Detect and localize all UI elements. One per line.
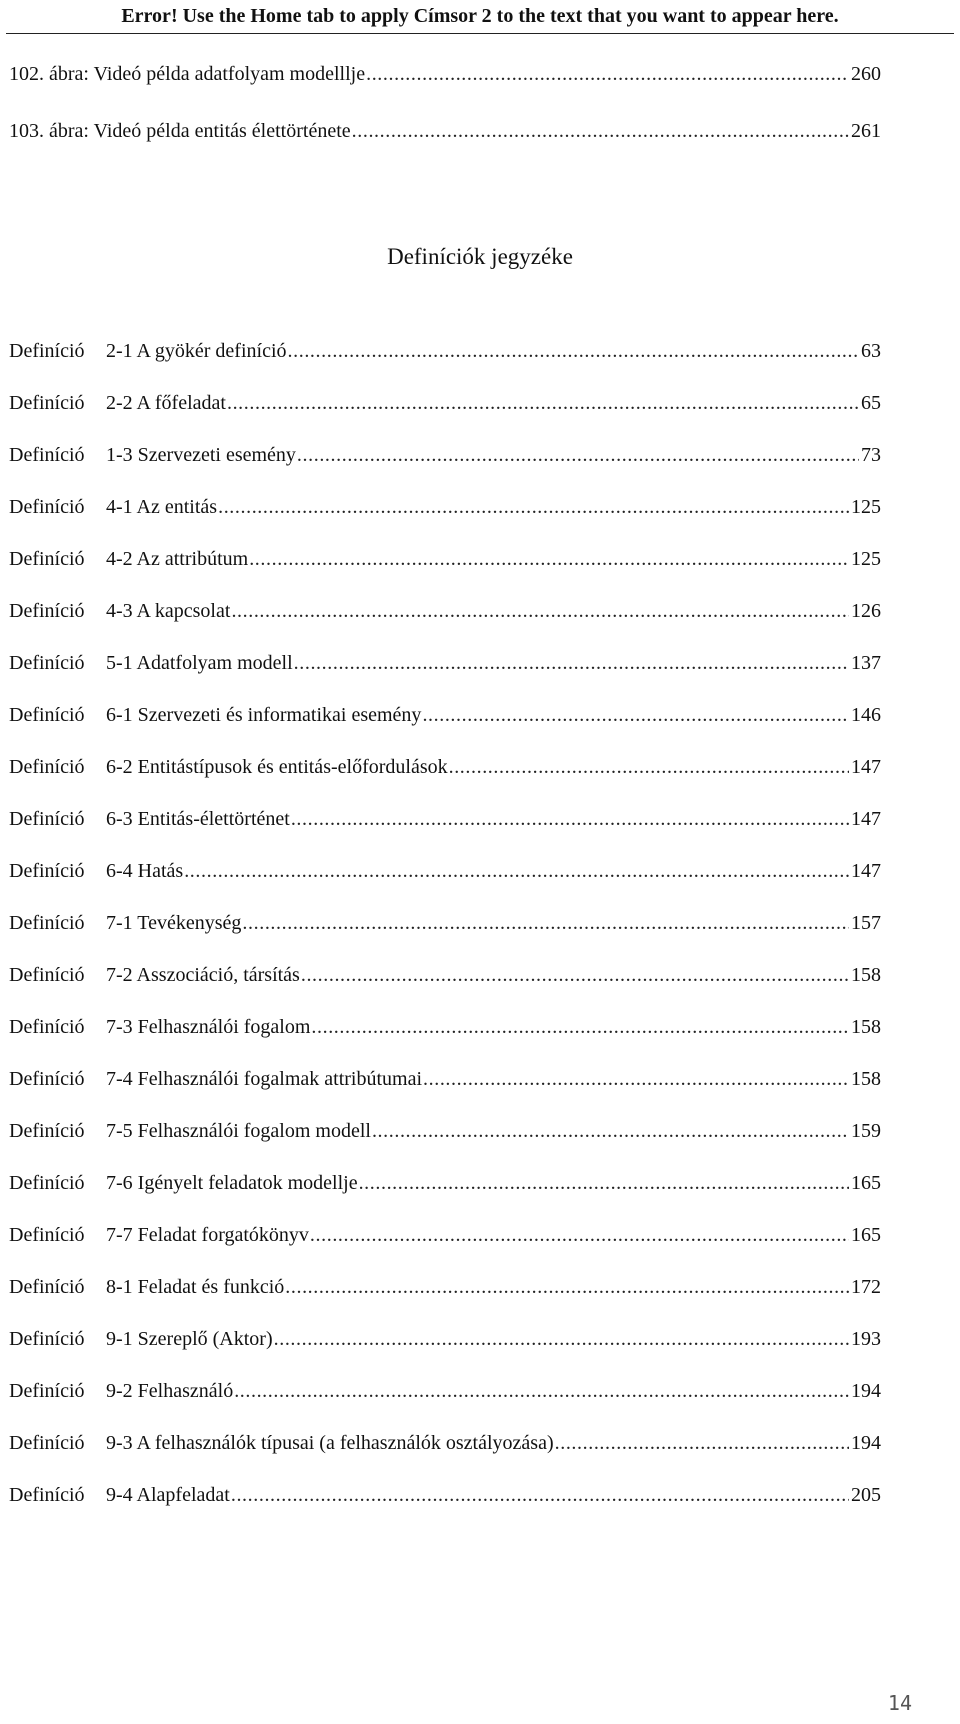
toc-entry-prefix: Definíció [9,444,85,466]
toc-entry-page-number: 205 [851,1484,881,1506]
toc-entry-page-number: 165 [851,1224,881,1246]
toc-entry[interactable] [9,1480,881,1510]
toc-entry[interactable] [9,804,881,834]
toc-entry-prefix: Definíció [9,392,85,414]
toc-entry-page-number: 194 [851,1380,881,1402]
toc-entry-label [9,648,293,678]
toc-entry-label [9,1012,310,1042]
toc-entry-title: 7-5 Felhasználói fogalom modell [106,1120,371,1142]
toc-entry-page-number: 159 [851,1120,881,1142]
toc-entry-label [9,752,448,782]
toc-entry-prefix: Definíció [9,1068,85,1090]
toc-entry-prefix: Definíció [9,860,85,882]
toc-entry-prefix: Definíció [9,1224,85,1246]
toc-entry-label [9,1376,233,1406]
toc-entry-prefix: Definíció [9,340,85,362]
toc-entry-prefix: Definíció [9,1328,85,1350]
dot-leader [301,960,849,990]
toc-entry-title: 6-1 Szervezeti és informatikai esemény [106,704,422,726]
toc-entry[interactable] [9,960,881,990]
toc-entry-page-number: 194 [851,1432,881,1454]
toc-entry-title: 6-3 Entitás-élettörténet [106,808,290,830]
toc-entry-page-number: 126 [851,600,881,622]
toc-entry-page-number: 146 [851,704,881,726]
dot-leader [242,908,849,938]
toc-entry-label: 103. ábra: Videó példa entitás élettörténete [9,120,351,142]
toc-entry-page-number: 125 [851,548,881,570]
dot-leader [449,752,849,782]
toc-entry-title: 8-1 Feladat és funkció [106,1276,285,1298]
dot-leader [310,1220,849,1250]
dot-leader [423,1064,849,1094]
figure-list [9,59,881,173]
toc-entry-title: 7-2 Asszociáció, társítás [106,964,300,986]
dot-leader [366,59,849,89]
dot-leader [297,440,859,470]
toc-entry-page-number: 158 [851,964,881,986]
toc-entry-prefix: Definíció [9,600,85,622]
toc-entry-title: 9-3 A felhasználók típusai (a felhasználók osztályozása) [106,1432,554,1454]
toc-entry-label [9,1116,371,1146]
toc-entry-label [9,700,421,730]
toc-entry-page-number: 158 [851,1016,881,1038]
toc-entry-prefix: Definíció [9,912,85,934]
toc-entry[interactable] [9,596,881,626]
page-number: 14 [887,1691,912,1715]
toc-entry-title: 2-1 A gyökér definíció [106,340,287,362]
toc-entry[interactable] [9,752,881,782]
toc-entry[interactable] [9,388,881,418]
toc-entry[interactable] [9,856,881,886]
toc-entry-title: 4-3 A kapcsolat [106,600,231,622]
toc-entry-page-number: 147 [851,808,881,830]
toc-entry-prefix: Definíció [9,1380,85,1402]
toc-entry-page-number: 157 [851,912,881,934]
toc-entry-label [9,804,290,834]
toc-entry-page-number: 147 [851,756,881,778]
toc-entry-prefix: Definíció [9,1432,85,1454]
toc-entry-prefix: Definíció [9,652,85,674]
dot-leader [359,1168,849,1198]
dot-leader [422,700,849,730]
header-rule [6,33,954,34]
toc-entry-label [9,960,300,990]
toc-entry[interactable] [9,336,881,366]
definition-list [9,336,881,1532]
toc-entry-label [9,1064,422,1094]
toc-entry-page-number: 261 [851,120,881,142]
toc-entry-label: 102. ábra: Videó példa adatfolyam modelllje [9,63,366,85]
toc-entry-prefix: Definíció [9,1484,85,1506]
dot-leader [311,1012,849,1042]
toc-entry-label [9,908,241,938]
dot-leader [288,336,859,366]
toc-entry-page-number: 125 [851,496,881,518]
toc-entry[interactable] [9,1220,881,1250]
toc-entry[interactable] [9,1376,881,1406]
toc-entry-title: 7-7 Feladat forgatókönyv [106,1224,309,1246]
dot-leader [218,492,849,522]
dot-leader [294,648,849,678]
toc-entry-title: 5-1 Adatfolyam modell [106,652,293,674]
toc-entry-page-number: 172 [851,1276,881,1298]
toc-entry-prefix: Definíció [9,1016,85,1038]
toc-entry[interactable] [9,544,881,574]
toc-entry-label [9,596,230,626]
toc-entry[interactable] [9,1064,881,1094]
toc-entry-label [9,1428,554,1458]
toc-entry-title: 9-1 Szereplő (Aktor) [106,1328,273,1350]
toc-entry-prefix: Definíció [9,808,85,830]
toc-entry-title: 1-3 Szervezeti esemény [106,444,296,466]
toc-entry-label [9,336,287,366]
toc-entry-title: 7-1 Tevékenység [106,912,242,934]
dot-leader [231,596,849,626]
toc-entry-label [9,492,217,522]
toc-entry-page-number: 65 [861,392,881,414]
toc-entry-label [9,440,296,470]
toc-entry[interactable] [9,1116,881,1146]
toc-entry-title: 7-3 Felhasználói fogalom [106,1016,311,1038]
dot-leader [234,1376,849,1406]
toc-entry-prefix: Definíció [9,704,85,726]
toc-entry-prefix: Definíció [9,1276,85,1298]
toc-entry-page-number: 73 [861,444,881,466]
toc-entry-label [9,1220,309,1250]
toc-entry-title: 7-6 Igényelt feladatok modellje [106,1172,358,1194]
dot-leader [285,1272,849,1302]
dot-leader [291,804,849,834]
toc-entry[interactable] [9,648,881,678]
toc-entry-page-number: 147 [851,860,881,882]
toc-entry-label [9,1168,358,1198]
section-title: Definíciók jegyzéke [387,244,573,269]
toc-entry-label [9,1480,230,1510]
toc-entry[interactable] [9,1272,881,1302]
toc-entry-title: 2-2 A főfeladat [106,392,226,414]
toc-entry-page-number: 260 [851,63,881,85]
toc-entry-title: 9-4 Alapfeladat [106,1484,230,1506]
toc-entry-page-number: 137 [851,652,881,674]
toc-entry-page-number: 158 [851,1068,881,1090]
toc-entry[interactable] [9,59,881,89]
dot-leader [555,1428,849,1458]
toc-entry-title: 7-4 Felhasználói fogalmak attribútumai [106,1068,423,1090]
toc-entry-title: 6-4 Hatás [106,860,184,882]
toc-entry-prefix: Definíció [9,1120,85,1142]
toc-entry-prefix: Definíció [9,496,85,518]
toc-entry-title: 4-2 Az attribútum [106,548,249,570]
dot-leader [274,1324,849,1354]
toc-entry-title: 4-1 Az entitás [106,496,218,518]
toc-entry-label [9,1272,284,1302]
toc-entry[interactable] [9,1324,881,1354]
toc-entry-page-number: 165 [851,1172,881,1194]
dot-leader [372,1116,849,1146]
toc-entry[interactable] [9,116,881,146]
toc-entry-prefix: Definíció [9,548,85,570]
toc-entry-label [9,388,226,418]
toc-entry[interactable] [9,1428,881,1458]
toc-entry[interactable] [9,700,881,730]
toc-entry-title: 9-2 Felhasználó [106,1380,234,1402]
dot-leader [352,116,849,146]
toc-entry-label [9,1324,273,1354]
toc-entry[interactable] [9,1168,881,1198]
toc-entry-prefix: Definíció [9,1172,85,1194]
running-header: Error! Use the Home tab to apply Címsor 2 to the text that you want to appear here. [121,5,839,27]
toc-entry-label [9,544,248,574]
toc-entry-page-number: 63 [861,340,881,362]
toc-entry[interactable] [9,908,881,938]
toc-entry[interactable] [9,1012,881,1042]
dot-leader [231,1480,849,1510]
toc-entry-prefix: Definíció [9,756,85,778]
dot-leader [184,856,849,886]
dot-leader [227,388,859,418]
dot-leader [249,544,849,574]
toc-entry-title: 6-2 Entitástípusok és entitás-előfordulások [106,756,448,778]
toc-entry[interactable] [9,440,881,470]
toc-entry-page-number: 193 [851,1328,881,1350]
toc-entry-prefix: Definíció [9,964,85,986]
toc-entry-label [9,856,183,886]
toc-entry[interactable] [9,492,881,522]
